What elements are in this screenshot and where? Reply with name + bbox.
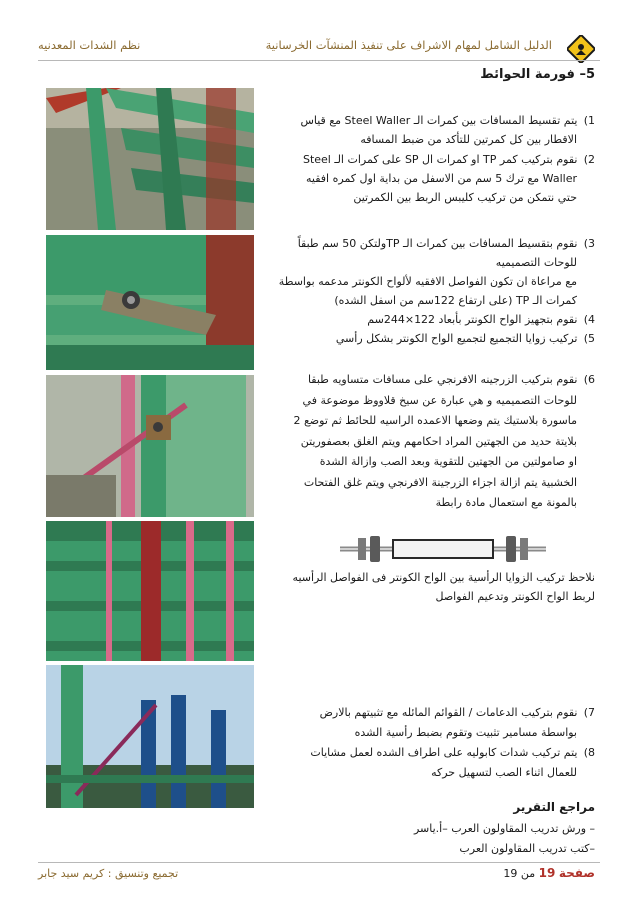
photo-inclined-props bbox=[46, 665, 254, 808]
item-number: 4) bbox=[583, 313, 595, 326]
photo-plywood-joints bbox=[46, 521, 254, 661]
chapter-title: نظم الشدات المعدنيه bbox=[38, 38, 141, 52]
item-number: 7) bbox=[583, 706, 595, 719]
item-number: 3) bbox=[583, 237, 595, 250]
item-line: للوحات التصميميه bbox=[495, 256, 577, 269]
page-total: 19 bbox=[503, 867, 518, 880]
warning-sign-logo-icon bbox=[567, 35, 595, 63]
item-line: نقوم بتجهيز الواح الكونتر بأبعاد 122×244سم bbox=[367, 313, 578, 326]
item-line: بلايتة حديد من الجهتين المراد احكامهم ويتم الغلق بعصفوريتن bbox=[300, 434, 577, 448]
document-title: الدليل الشامل لمهام الاشراف على تنفيذ المنشآت الخرسانية bbox=[265, 38, 552, 52]
item-line: حتي نتمكن من تركيب كليبس الربط بين الكمرتين bbox=[353, 191, 577, 204]
photo-tp-beam-clip bbox=[46, 235, 254, 370]
reference-entry: –كتب تدريب المقاولون العرب bbox=[459, 842, 595, 855]
item-line: للوحات التصميميه و هي عبارة عن سيخ قلاووظ موضوعة في bbox=[302, 393, 577, 407]
item-line: بواسطة مسامير تثبيت وتقوم بضبط رأسية الشده bbox=[354, 726, 577, 739]
item-line: يتم تركيب شدات كابوليه على اطراف الشده لعمل مشايات bbox=[310, 746, 578, 759]
footer-credit: تجميع وتنسيق : كريم سيد جابر bbox=[38, 867, 179, 880]
references-title: مراجع التقرير bbox=[513, 800, 595, 814]
item-line: للعمال اثناء الصب لتسهيل حركه bbox=[431, 766, 577, 779]
reference-entry: – ورش تدريب المقاولون العرب –أ.ياسر bbox=[413, 822, 595, 835]
item-line: Waller مع ترك 5 سم من الاسفل من بداية اول كمره افقيه bbox=[306, 172, 577, 185]
item-line: نلاحظ تركيب الزوايا الرأسية بين الواح الكونتر فى الفواصل الرأسيه bbox=[292, 571, 595, 584]
item-line: بالمونة مع استعمال مادة رابطة bbox=[435, 496, 577, 509]
page-word: صفحة bbox=[558, 866, 595, 880]
item-line: الاقطار بين كل كمرتين للتأكد من ضبط المسافه bbox=[360, 133, 577, 146]
instruction-item-7 bbox=[265, 703, 595, 743]
page-of-word: من bbox=[520, 867, 536, 880]
instruction-item-5 bbox=[265, 329, 595, 348]
item-line: او صامولتين من الجهتين للتقوية وبعد الصب وازالة الشدة bbox=[319, 455, 577, 468]
item-line: نقوم بتركيب الدعامات / القوائم المائله مع تثبيتهم بالارض bbox=[319, 706, 578, 719]
photo-steel-waller-beams bbox=[46, 88, 254, 230]
instruction-item-8 bbox=[265, 743, 595, 783]
item-line: ماسورة بلاستيك يتم وضعها الاعمده الراسيه للحائط ثم توضع 2 bbox=[293, 414, 577, 427]
header-divider bbox=[38, 60, 600, 61]
footer-divider bbox=[38, 862, 600, 863]
item-number: 1) bbox=[583, 114, 595, 127]
item-line: كمرات الـ TP (على ارتفاع 122سم من اسفل الشده) bbox=[334, 294, 577, 307]
item-line: تركيب زوايا التجميع لتجميع الواح الكونتر بشكل رأسي bbox=[335, 332, 578, 345]
item-number: 8) bbox=[583, 746, 595, 759]
instruction-item-6 bbox=[265, 370, 595, 514]
page-indicator bbox=[503, 866, 595, 880]
tie-rod-diagram bbox=[338, 534, 548, 564]
instruction-item-3 bbox=[265, 234, 595, 310]
instruction-item-4 bbox=[265, 310, 595, 329]
instruction-item-2 bbox=[265, 150, 595, 207]
item-number: 6) bbox=[583, 373, 595, 386]
note-vertical-angles bbox=[275, 568, 595, 606]
item-line: الخشبية يتم ازالة اجزاء الزرجينة الافرنجي ويتم غلق الفتحات bbox=[303, 475, 577, 489]
item-line: لربط الواح الكونتر وتدعيم الفواصل bbox=[435, 590, 595, 603]
item-number: 5) bbox=[583, 332, 595, 345]
instruction-item-1 bbox=[265, 111, 595, 149]
item-line: يتم تقسيط المسافات بين كمرات الـ Steel Waller مع قياس bbox=[300, 114, 578, 127]
item-line: نقوم بتركيب كمر TP او كمرات ال SP على كمرات الـ Steel bbox=[302, 153, 578, 166]
item-line: مع مراعاة ان تكون الفواصل الافقيه لألواح الكونتر مدعمه بواسطة bbox=[278, 275, 577, 288]
photo-tie-rod bbox=[46, 375, 254, 517]
item-number: 2) bbox=[583, 153, 595, 166]
section-title: 5– فورمة الحوائط bbox=[480, 67, 595, 82]
item-line: نقوم بتقسيط المسافات بين كمرات الـ TPولتكن 50 سم طبقاً bbox=[297, 237, 578, 250]
page-number: 19 bbox=[538, 866, 556, 880]
item-line: نقوم بتركيب الزرجينه الافرنجي على مسافات متساويه طبقا bbox=[307, 373, 578, 386]
